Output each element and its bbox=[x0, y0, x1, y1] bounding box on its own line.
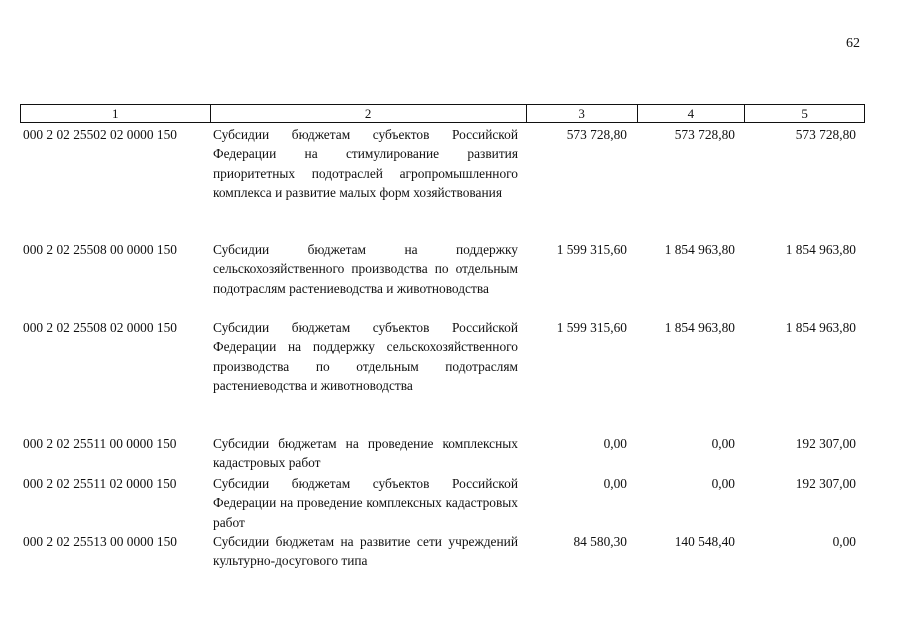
row-description: Субсидии бюджетам субъектов Российской Федерации на проведение комплексных кадастровых работ bbox=[213, 476, 518, 530]
value-col-3: 1 599 315,60 bbox=[556, 320, 627, 335]
value-col-5: 1 854 963,80 bbox=[785, 242, 856, 257]
row-description: Субсидии бюджетам на развитие сети учреждений культурно-досугового типа bbox=[213, 534, 518, 569]
value-col-5: 0,00 bbox=[832, 534, 856, 549]
budget-code: 000 2 02 25511 00 0000 150 bbox=[23, 436, 177, 451]
budget-code: 000 2 02 25513 00 0000 150 bbox=[23, 534, 177, 549]
value-col-4: 573 728,80 bbox=[674, 127, 735, 142]
value-col-4: 1 854 963,80 bbox=[664, 320, 735, 335]
value-col-3: 0,00 bbox=[603, 476, 627, 491]
value-col-4: 140 548,40 bbox=[674, 534, 735, 549]
value-col-3: 0,00 bbox=[603, 436, 627, 451]
table-header bbox=[20, 104, 865, 123]
value-col-3: 1 599 315,60 bbox=[556, 242, 627, 257]
column-header-3: 3 bbox=[527, 105, 638, 122]
column-header-5: 5 bbox=[801, 105, 808, 121]
row-description: Субсидии бюджетам на поддержку сельскохозяйственного производства по отдельным подотраслям растениеводства и животноводства bbox=[213, 242, 518, 296]
value-col-4: 0,00 bbox=[711, 436, 735, 451]
budget-code: 000 2 02 25502 02 0000 150 bbox=[23, 127, 177, 142]
row-description: Субсидии бюджетам субъектов Российской Федерации на стимулирование развития приоритетных подотраслей агропромышленного комплекса и развитие малых форм хозяйствования bbox=[213, 127, 518, 201]
value-col-3: 84 580,30 bbox=[573, 534, 627, 549]
row-description: Субсидии бюджетам на проведение комплексных кадастровых работ bbox=[213, 436, 518, 471]
value-col-4: 1 854 963,80 bbox=[664, 242, 735, 257]
column-header-1: 1 bbox=[21, 105, 211, 122]
column-header-4: 4 bbox=[638, 105, 746, 122]
value-col-3: 573 728,80 bbox=[566, 127, 627, 142]
row-description: Субсидии бюджетам субъектов Российской Федерации на поддержку сельскохозяйственного производства по отдельным подотраслям растениеводства и животноводства bbox=[213, 320, 518, 394]
column-header-2: 2 bbox=[211, 105, 527, 122]
budget-code: 000 2 02 25511 02 0000 150 bbox=[23, 476, 177, 491]
budget-code: 000 2 02 25508 02 0000 150 bbox=[23, 320, 177, 335]
page-number: 62 bbox=[846, 36, 860, 51]
value-col-5: 192 307,00 bbox=[795, 436, 856, 451]
budget-code: 000 2 02 25508 00 0000 150 bbox=[23, 242, 177, 257]
value-col-5: 1 854 963,80 bbox=[785, 320, 856, 335]
value-col-5: 192 307,00 bbox=[795, 476, 856, 491]
value-col-4: 0,00 bbox=[711, 476, 735, 491]
value-col-5: 573 728,80 bbox=[795, 127, 856, 142]
